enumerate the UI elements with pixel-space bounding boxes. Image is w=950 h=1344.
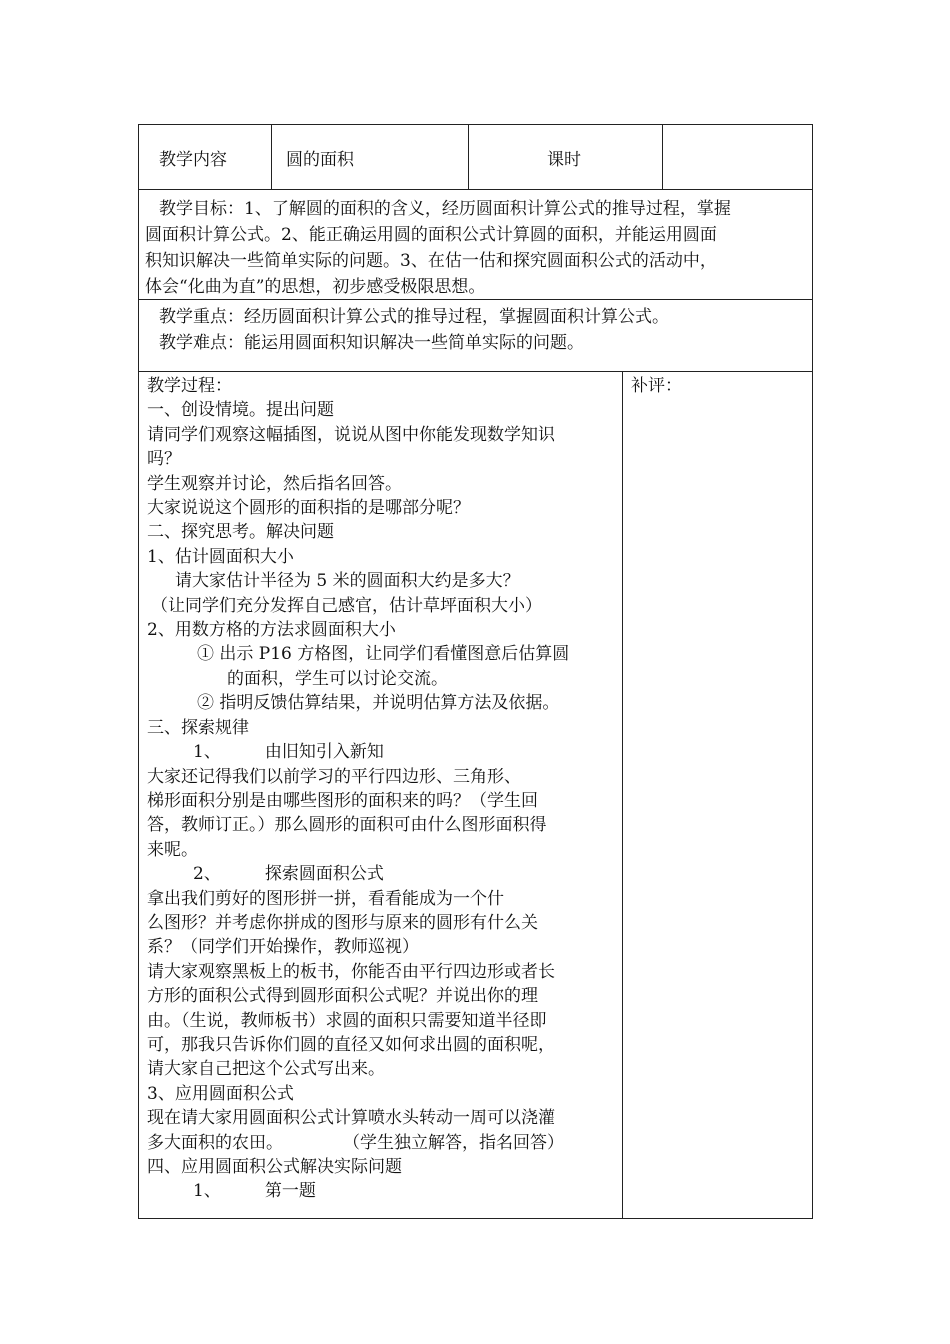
process-line: 系？（同学们开始操作，教师巡视）: [147, 937, 419, 958]
process-line: 2、用数方格的方法求圆面积大小: [147, 620, 396, 641]
objectives-line: 积知识解决一些简单实际的问题。3、在估一估和探究圆面积公式的活动中，: [145, 251, 717, 271]
header-row: [138, 124, 813, 190]
objectives-section: [138, 190, 813, 300]
process-line: 梯形面积分别是由哪些图形的面积来的吗？（学生回: [147, 790, 538, 811]
process-line: [147, 862, 618, 886]
process-line: 3、应用圆面积公式: [147, 1083, 294, 1104]
process-line: 请大家估计半径为 5 米的圆面积大约是多大？: [175, 571, 520, 592]
process-line: 教学过程：: [147, 376, 232, 396]
process-line: [147, 1131, 618, 1155]
step-title: 探索圆面积公式: [264, 864, 384, 885]
process-line: 一、创设情境。提出问题: [147, 400, 334, 421]
step-title: 第一题: [264, 1181, 316, 1202]
process-line: 三、探索规律: [147, 717, 249, 738]
objectives-line: 圆面积计算公式。2、能正确运用圆的面积公式计算圆的面积，并能运用圆面: [145, 225, 717, 245]
process-line: 来呢。: [147, 839, 198, 860]
hours-value: [663, 125, 812, 189]
process-line: 请大家观察黑板上的板书，你能否由平行四边形或者长: [147, 961, 555, 982]
process-line: [147, 740, 618, 764]
objectives-line: 体会“化曲为直”的思想，初步感受极限思想。: [145, 277, 486, 297]
lesson-plan-table: [138, 124, 813, 1219]
keypoints-section: [138, 300, 813, 372]
process-line: 方形的面积公式得到圆形面积公式呢？并说出你的理: [147, 986, 538, 1007]
process-line: 二、探究思考。解决问题: [147, 522, 334, 543]
process-line: ① 出示 P16 方格图，让同学们看懂图意后估算圆: [197, 644, 570, 665]
difficulty-text: 教学难点：能运用圆面积知识解决一些简单实际的问题。: [159, 333, 584, 353]
process-line: [147, 1179, 618, 1203]
content-value: 圆的面积: [272, 125, 469, 189]
process-line: 拿出我们剪好的图形拼一拼，看看能成为一个什: [147, 888, 504, 909]
process-line: 么图形？并考虑你拼成的图形与原来的圆形有什么关: [147, 912, 538, 933]
process-line: 现在请大家用圆面积公式计算喷水头转动一周可以浇灌: [147, 1108, 555, 1129]
process-text: 多大面积的农田。: [147, 1132, 283, 1153]
process-line: 由。（生说，教师板书）求圆的面积只需要知道半径即: [147, 1010, 547, 1031]
step-number: 2、: [193, 864, 221, 885]
objectives-line: 教学目标：1、了解圆的面积的含义，经历圆面积计算公式的推导过程，掌握: [159, 199, 731, 219]
focus-text: 教学重点：经历圆面积计算公式的推导过程，掌握圆面积计算公式。: [159, 307, 669, 327]
process-line: 请大家自己把这个公式写出来。: [147, 1059, 385, 1080]
process-line: 答，教师订正。）那么圆形的面积可由什么图形面积得: [147, 815, 547, 836]
hours-label: 课时: [469, 125, 663, 189]
process-line: 的面积，学生可以讨论交流。: [227, 668, 448, 689]
process-line: 可，那我只告诉你们圆的直径又如何求出圆的面积呢，: [147, 1034, 555, 1055]
process-line: 学生观察并讨论，然后指名回答。: [147, 473, 402, 494]
process-line: 大家还记得我们以前学习的平行四边形、三角形、: [147, 766, 521, 787]
process-section: [138, 372, 813, 1219]
process-line: 四、应用圆面积公式解决实际问题: [147, 1157, 402, 1177]
step-number: 1、: [193, 742, 221, 763]
process-line: ② 指明反馈估算结果，并说明估算方法及依据。: [197, 693, 560, 714]
process-line: 请同学们观察这幅插图，说说从图中你能发现数学知识: [147, 424, 555, 445]
process-line: 吗？: [147, 449, 181, 470]
step-title: 由旧知引入新知: [264, 742, 384, 763]
comment-label: 补评：: [631, 376, 682, 396]
comment-column: [623, 372, 812, 1218]
step-number: 1、: [193, 1181, 221, 1202]
process-line: 大家说说这个圆形的面积指的是哪部分呢？: [147, 498, 470, 519]
content-label: 教学内容: [139, 125, 272, 189]
process-line: （让同学们充分发挥自己感官，估计草坪面积大小）: [151, 595, 542, 616]
process-note: （学生独立解答，指名回答）: [343, 1132, 564, 1153]
process-line: 1、估计圆面积大小: [147, 546, 294, 567]
process-body: [139, 372, 623, 1218]
